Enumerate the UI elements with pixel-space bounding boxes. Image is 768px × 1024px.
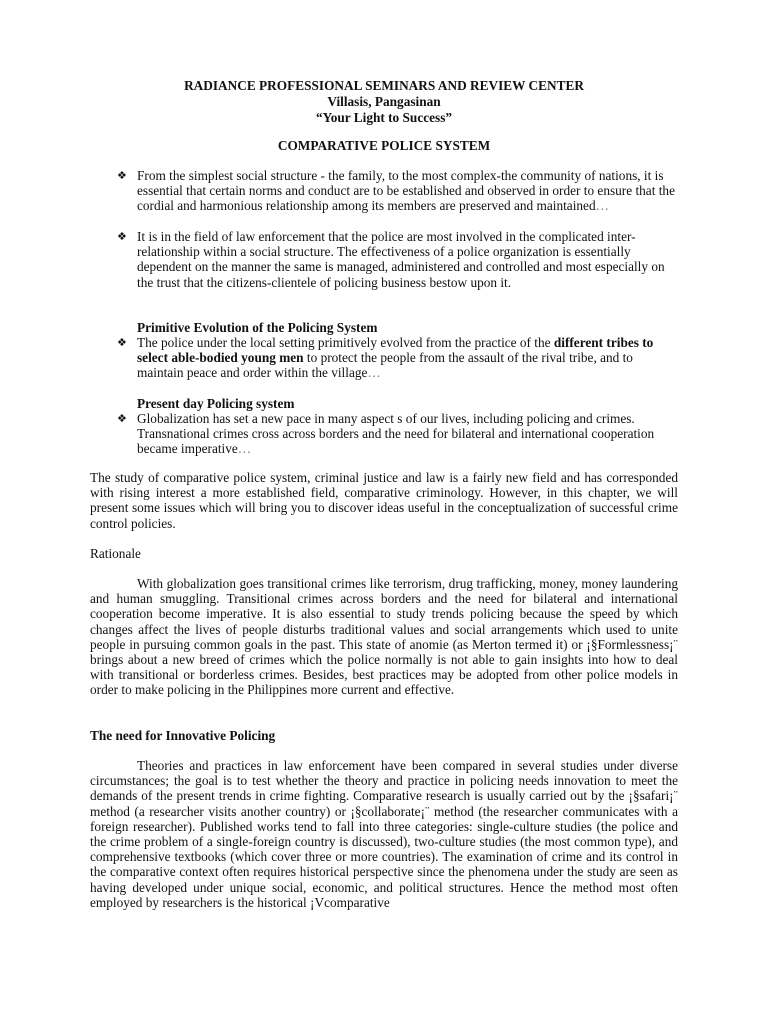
org-motto: “Your Light to Success” (315, 110, 453, 125)
rationale-paragraph: With globalization goes transitional crimes like terrorism, drug trafficking, money, money laundering and human smuggling. Transitional crimes across borders and the need for bilateral and international cooperation become imperative. It is also essential to study trends policing because the speed by which changes affect the lives of people disturbs traditional values and social arrangements which used to unite people in pursuing common goals in the past. This state of anomie (as Merton termed it) or ¡§Formlessness¡¨ brings about a new breed of crimes which the police normally is not able to gain insights into how to deal with transitional or borderless crimes. Besides, best practices may be adopted from other police models in order to make policing in the Philippines more current and effective. (90, 576, 678, 698)
bullet-text: The police under the local setting primitively evolved from the practice of the (137, 335, 554, 350)
diamond-bullet-icon: ❖ (117, 412, 127, 425)
bullet-text: It is in the field of law enforcement that the police are most involved in the complicated inter-relationship within a social structure. The effectiveness of a police organization is essentially dependent on the manner the same is managed, administered and controlled and most especially on the trust that the citizens-clientele of policing business bestow upon it. (137, 229, 665, 290)
ellipsis: … (595, 198, 609, 214)
diamond-bullet-icon: ❖ (117, 169, 127, 182)
ellipsis: … (237, 441, 252, 457)
org-name: RADIANCE PROFESSIONAL SEMINARS AND REVIEW CENTER (184, 78, 584, 93)
intro-paragraph: The study of comparative police system, criminal justice and law is a fairly new field and has corresponded with rising interest a more established field, comparative criminology. However, in this chapter, we will present some issues which will bring you to discover ideas useful in the conceptualization of successful crime control policies. (90, 470, 678, 531)
bullet-paragraph (137, 335, 677, 381)
section-subheading: Present day Policing system (137, 396, 295, 411)
letterhead (0, 78, 768, 126)
org-location: Villasis, Pangasinan (327, 94, 441, 109)
bullet-paragraph (137, 411, 677, 457)
rationale-label: Rationale (90, 546, 141, 561)
innovative-paragraph: Theories and practices in law enforcement have been compared in several studies under diverse circumstances; the goal is to test whether the theory and practice in policing needs innovation to meet the demands of the present trends in crime fighting. Comparative research is usually carried out by the ¡§safari¡¨ method (a researcher visits another country) or ¡§collaborate¡¨ method (the researcher communicates with a foreign researcher). Published works tend to fall into three categories: single-culture studies (the police and the crime problem of a single-foreign country is discussed), two-culture studies (the most common type), and comprehensive textbooks (which cover three or more countries). The examination of crime and its control in the comparative context often requires historical perspective since the phenomena under the study are seen as having developed under unique social, economic, and political structures. Hence the method most often employed by researchers is the historical ¡Vcomparative (90, 758, 678, 910)
diamond-bullet-icon: ❖ (117, 336, 127, 349)
innovative-heading: The need for Innovative Policing (90, 728, 276, 743)
bold-phrase: different tribes to select able-bodied young men (137, 335, 654, 366)
bullet-text: to protect the people from the assault of the rival tribe, and to maintain peace and order within the village (137, 350, 633, 381)
bullet-text: From the simplest social structure - the family, to the most complex-the community of nations, it is essential that certain norms and conduct are to be established and observed in order to ensure that the cordial and harmonious relationship among its members are preserved and maintained (137, 168, 675, 214)
bullet-paragraph (137, 229, 677, 290)
document-title: COMPARATIVE POLICE SYSTEM (277, 138, 491, 153)
ellipsis: … (367, 365, 381, 381)
bullet-text: Globalization has set a new pace in many aspect s of our lives, including policing and crimes. Transnational crimes cross across borders and the need for bilateral and international cooperation became imperative (137, 411, 655, 457)
diamond-bullet-icon: ❖ (117, 230, 127, 243)
bullet-paragraph (137, 168, 677, 214)
section-subheading: Primitive Evolution of the Policing System (137, 320, 378, 335)
